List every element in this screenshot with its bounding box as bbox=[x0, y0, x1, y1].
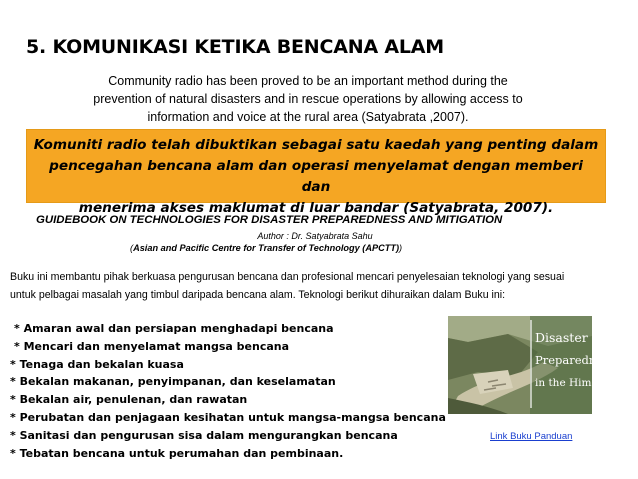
highlight-line: menerima akses maklumat di luar bandar (Satyabrata, 2007). bbox=[78, 200, 554, 216]
guidebook-link[interactable]: Link Buku Panduan bbox=[490, 431, 573, 442]
intro-line: prevention of natural disasters and in rescue operations by allowing access to bbox=[93, 92, 523, 106]
description-line: Buku ini membantu pihak berkuasa pengurusan bencana dan profesional mencari penyelesaian teknologi yang sesuai bbox=[10, 271, 565, 283]
list-item: * Amaran awal dan persiapan menghadapi bencana bbox=[14, 322, 334, 335]
description-paragraph bbox=[10, 268, 634, 304]
description-line: untuk pelbagai masalah yang timbul daripada bencana alam. Teknologi berikut dihuraikan dalam Buku ini: bbox=[10, 289, 506, 301]
org-close-paren: ) bbox=[399, 243, 403, 253]
technology-list bbox=[10, 320, 446, 462]
book-cover-text: Disaster bbox=[535, 330, 588, 345]
list-item: * Bekalan makanan, penyimpanan, dan keselamatan bbox=[10, 375, 336, 389]
guidebook-author: Author : Dr. Satyabrata Sahu bbox=[257, 231, 373, 241]
list-item: * Sanitasi dan pengurusan sisa dalam mengurangkan bencana bbox=[10, 428, 398, 442]
highlight-box bbox=[26, 129, 606, 216]
book-cover-text: in the Himalayas bbox=[535, 377, 625, 389]
book-cover-image bbox=[448, 316, 625, 414]
list-item: * Perubatan dan penjagaan kesihatan untuk mangsa-mangsa bencana bbox=[10, 410, 446, 424]
book-cover-text: Preparedness bbox=[535, 353, 615, 367]
guidebook-organization bbox=[130, 243, 530, 253]
intro-line: information and voice at the rural area (Satyabrata ,2007). bbox=[147, 110, 469, 124]
intro-line: Community radio has been proved to be an important method during the bbox=[108, 74, 508, 88]
org-name: Asian and Pacific Centre for Transfer of Technology (APCTT) bbox=[133, 243, 400, 253]
highlight-line: Komuniti radio telah dibuktikan sebagai satu kaedah yang penting dalam bbox=[33, 137, 599, 153]
list-item: * Mencari dan menyelamat mangsa bencana bbox=[14, 339, 290, 353]
guidebook-title: GUIDEBOOK ON TECHNOLOGIES FOR DISASTER PREPAREDNESS AND MITIGATION bbox=[36, 214, 503, 226]
intro-paragraph bbox=[40, 72, 576, 126]
list-item: * Tebatan bencana untuk perumahan dan pembinaan. bbox=[10, 446, 344, 460]
org-open-paren: ( bbox=[130, 243, 134, 253]
slide-title: 5. KOMUNIKASI KETIKA BENCANA ALAM bbox=[26, 36, 445, 58]
list-item: * Tenaga dan bekalan kuasa bbox=[10, 357, 184, 371]
list-item: * Bekalan air, penulenan, dan rawatan bbox=[10, 393, 248, 407]
book-cover-illustration bbox=[448, 316, 625, 414]
highlight-line: pencegahan bencana alam dan operasi menyelamat dengan memberi dan bbox=[49, 158, 583, 195]
